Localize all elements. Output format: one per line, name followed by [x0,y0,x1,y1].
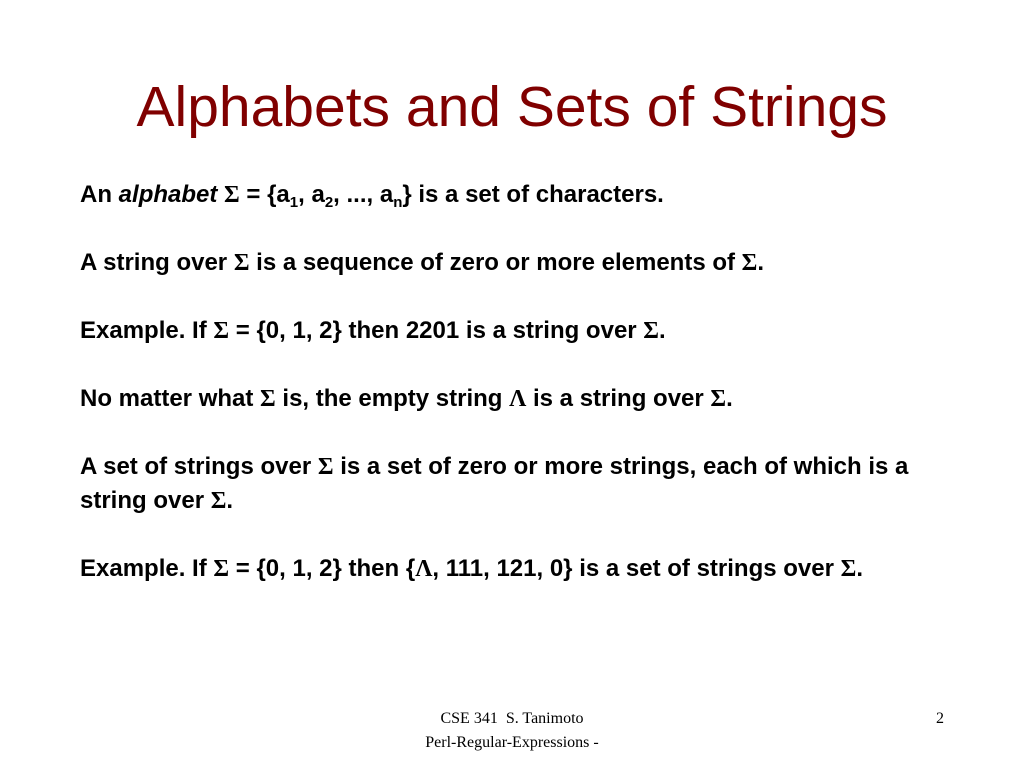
text-segment: is a set of zero or more strings, each of which is a string over [80,453,909,514]
footer-course-author: CSE 341 S. Tanimoto [440,710,584,727]
page-number: 2 [936,710,944,727]
paragraph-string-definition [80,246,960,280]
paragraph-alphabet-definition [80,178,960,212]
paragraph-set-of-strings [80,450,960,518]
text-segment: Example. If [80,317,214,344]
paragraph-string-example [80,314,960,348]
text-segment: . [726,385,733,412]
slide-footer [0,707,1024,755]
lambda-symbol: Λ [509,386,527,412]
sigma-symbol: Σ [260,386,276,412]
text-segment: . [856,555,863,582]
text-segment: An [80,181,119,208]
text-segment: = {0, 1, 2} then { [229,555,416,582]
slide-body [80,178,960,620]
text-segment: Example. If [80,555,214,582]
footer-lecture-title: Perl-Regular-Expressions - [425,734,599,751]
text-segment: . [226,487,234,514]
sigma-symbol: Σ [840,556,857,582]
text-segment: } is a set of characters. [402,181,664,208]
text-segment: = {a [239,181,290,208]
text-segment: . [757,249,765,276]
text-segment: , a [298,181,325,208]
text-segment: is, the empty string [275,385,510,412]
sigma-symbol: Σ [233,250,250,276]
text-segment: = {0, 1, 2} then 2201 is a string over [229,317,644,344]
term-alphabet: alphabet [118,181,218,208]
subscript: 2 [324,194,334,211]
sigma-symbol: Σ [224,182,240,208]
sigma-symbol: Σ [210,488,227,514]
paragraph-empty-string [80,382,960,416]
text-segment: A string over [80,249,234,276]
text-segment: No matter what [80,385,261,412]
sigma-symbol: Σ [741,250,758,276]
sigma-symbol: Σ [643,318,659,344]
lambda-symbol: Λ [415,556,433,582]
sigma-symbol: Σ [710,386,727,412]
text-segment: , ..., a [333,181,394,208]
text-segment: , 111, 121, 0} is a set of strings over [432,555,841,582]
text-segment: . [659,317,666,344]
subscript: 1 [289,194,299,211]
sigma-symbol: Σ [317,454,334,480]
sigma-symbol: Σ [213,318,230,344]
text-segment: A set of strings over [80,453,318,480]
paragraph-set-example [80,552,960,586]
text-segment: is a string over [526,385,711,412]
text-segment: is a sequence of zero or more elements of [249,249,742,276]
slide-title: Alphabets and Sets of Strings [136,75,888,139]
sigma-symbol: Σ [213,556,230,582]
subscript: n [393,194,403,211]
